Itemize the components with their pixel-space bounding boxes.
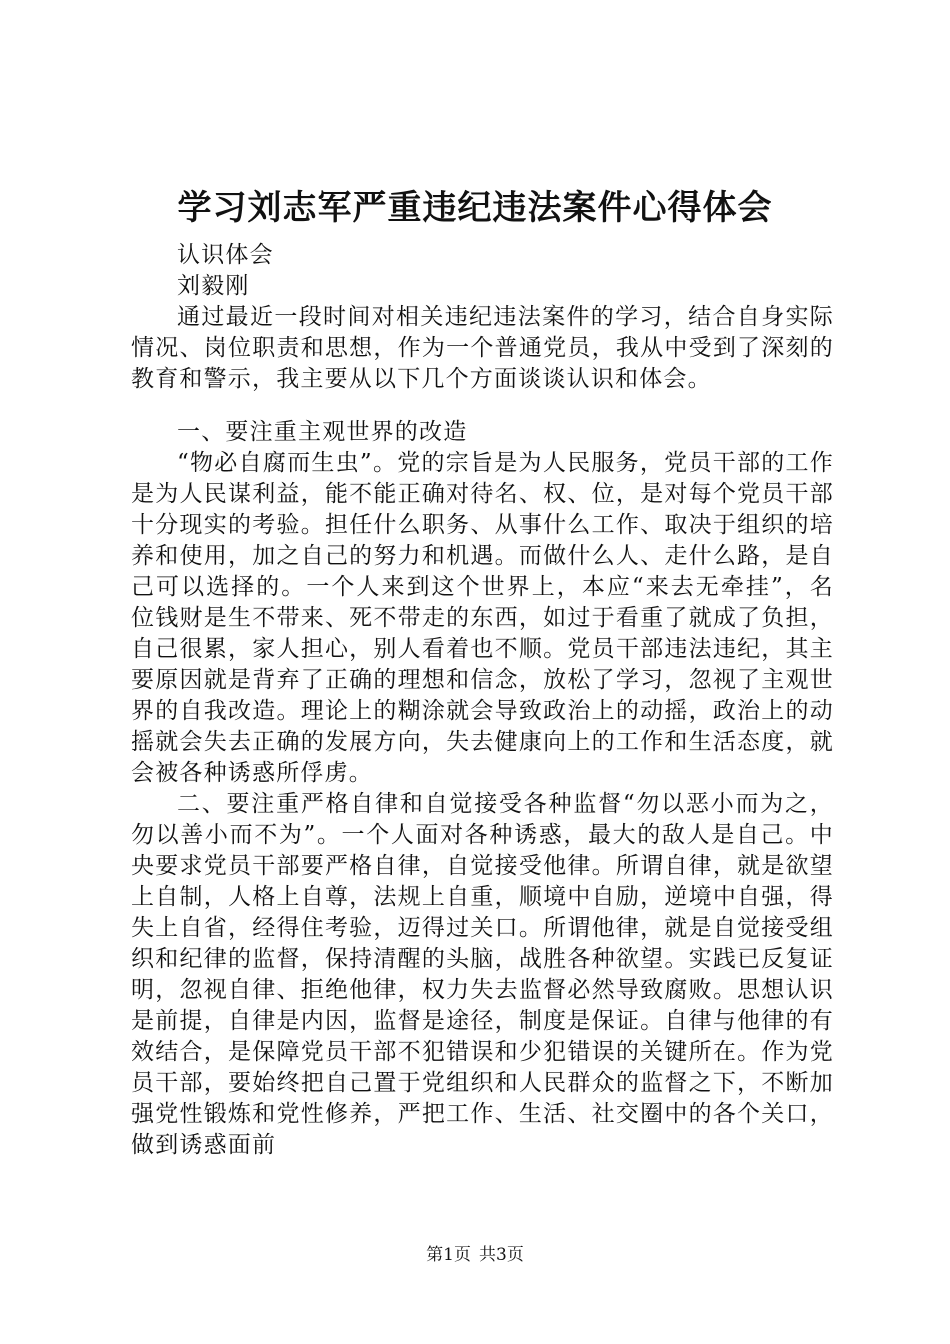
page-footer [0, 1243, 950, 1267]
page-number: 第1页 [426, 1245, 471, 1265]
document-body [131, 240, 834, 1161]
subtitle-line: 认识体会 [177, 242, 274, 268]
intro-paragraph: 通过最近一段时间对相关违纪违法案件的学习，结合自身实际情况、岗位职责和思想，作为一个普通党员，我从中受到了深刻的教育和警示，我主要从以下几个方面谈谈认识和体会。 [131, 304, 834, 392]
author-line: 刘毅刚 [177, 273, 250, 299]
body-paragraph-2: 二、要注重严格自律和自觉接受各种监督“勿以恶小而为之，勿以善小而不为”。一个人面对各种诱惑，最大的敌人是自己。中央要求党员干部要严格自律，自觉接受他律。所谓自律，就是欲望上自制，人格上自尊，法规上自重，顺境中自励，逆境中自强，得失上自省，经得住考验，迈得过关口。所谓他律，就是自觉接受组织和纪律的监督，保持清醒的头脑，战胜各种欲望。实践已反复证明，忽视自律、拒绝他律，权力失去监督必然导致腐败。思想认识是前提，自律是内因，监督是途径，制度是保证。自律与他律的有效结合，是保障党员干部不犯错误和少犯错误的关键所在。作为党员干部，要始终把自己置于党组织和人民群众的监督之下，不断加强党性锻炼和党性修养，严把工作、生活、社交圈中的各个关口，做到诱惑面前 [131, 791, 834, 1158]
section-heading-1: 一、要注重主观世界的改造 [177, 419, 468, 445]
page-total: 共3页 [479, 1245, 524, 1265]
body-paragraph-1: “物必自腐而生虫”。党的宗旨是为人民服务，党员干部的工作是为人民谋利益，能不能正确对待名、权、位，是对每个党员干部十分现实的考验。担任什么职务、从事什么工作、取决于组织的培养和使用，加之自己的努力和机遇。而做什么人、走什么路，是自己可以选择的。一个人来到这个世界上，本应“来去无牵挂”，名位钱财是生不带来、死不带走的东西，如过于看重了就成了负担，自己很累，家人担心，别人看着也不顺。党员干部违法违纪，其主要原因就是背弃了正确的理想和信念，放松了学习，忽视了主观世界的自我改造。理论上的糊涂就会导致政治上的动摇，政治上的动摇就会失去正确的发展方向，失去健康向上的工作和生活态度，就会被各种诱惑所俘虏。 [131, 450, 834, 786]
document-title: 学习刘志军严重违纪违法案件心得体会 [177, 188, 773, 228]
